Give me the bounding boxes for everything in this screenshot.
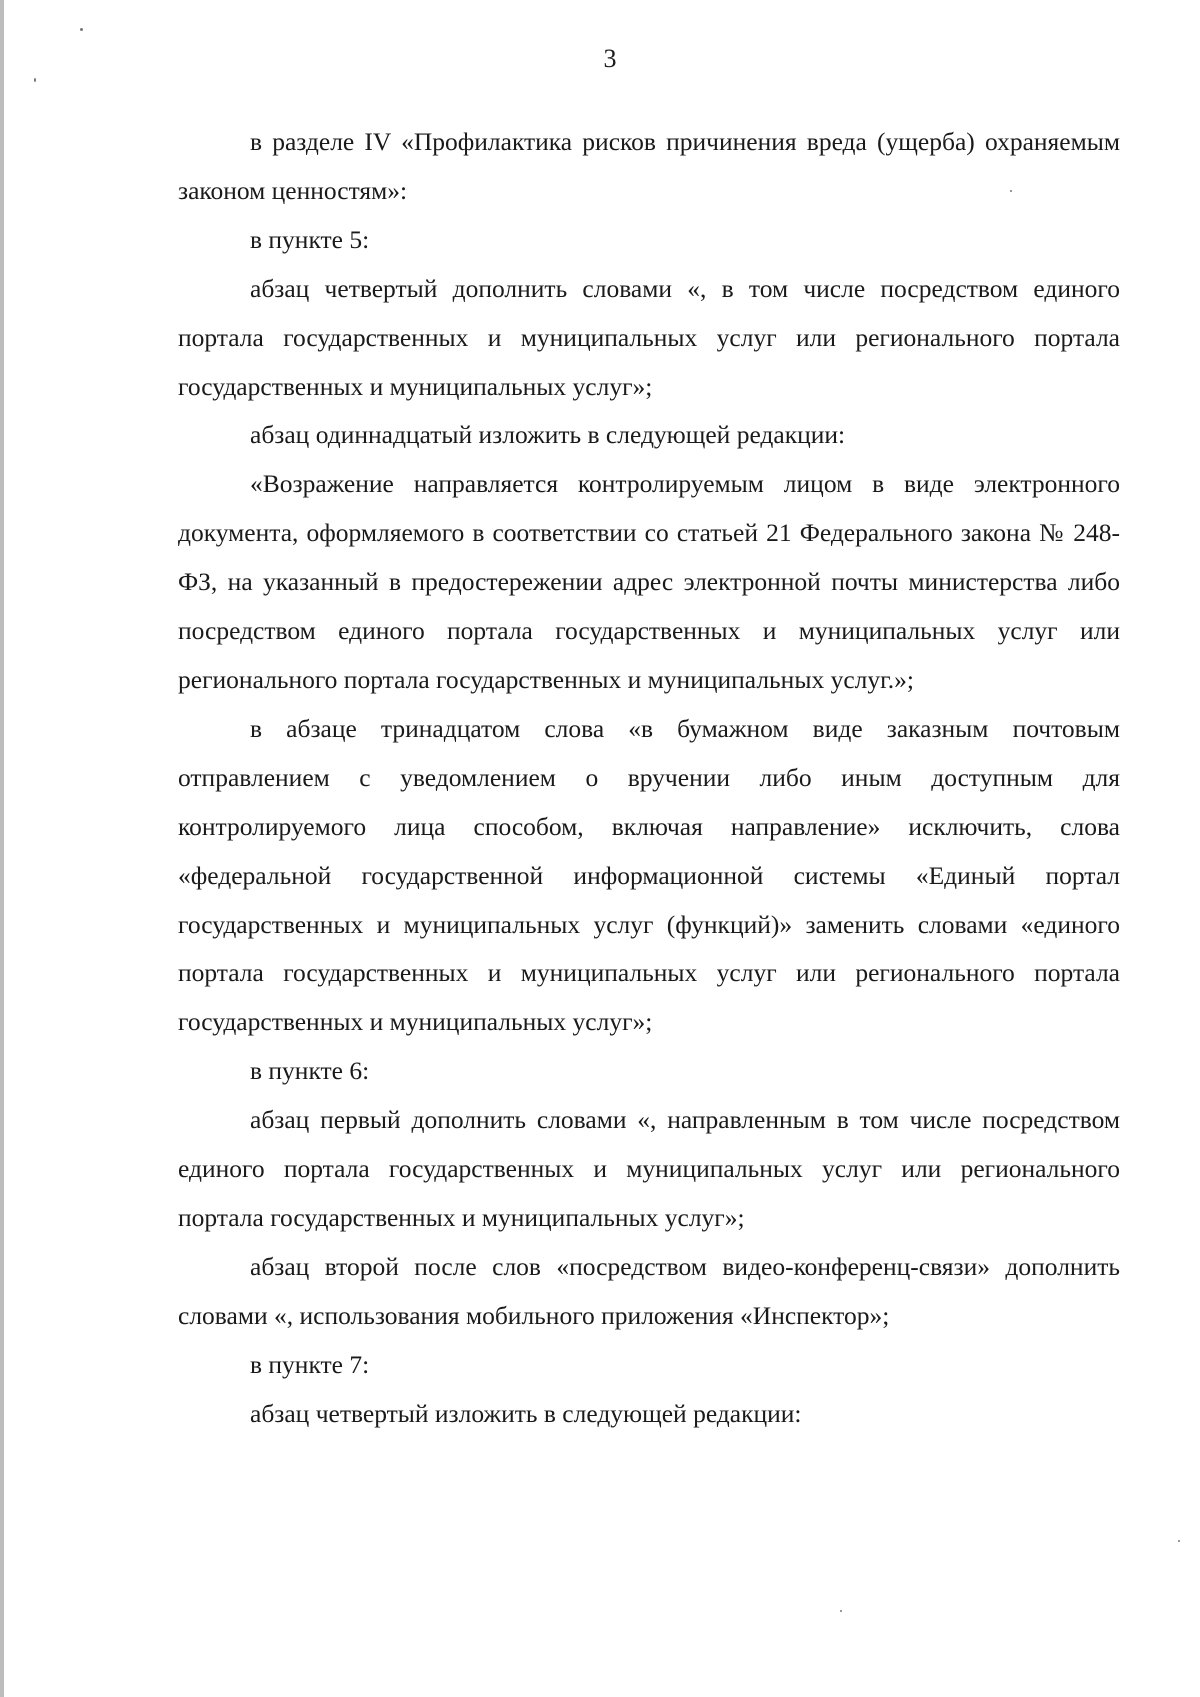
page-number: 3 [603, 44, 617, 73]
paragraph-fourth-abzac-addition: абзац четвертый дополнить словами «, в том числе посредством единого портала государственных и муниципальных услуг или регионального портала государственных и муниципальных услуг»; [178, 273, 1120, 401]
paragraph-first-abzac-addition: абзац первый дополнить словами «, направленным в том числе посредством единого портала государственных и муниципальных услуг или регионального портала государственных и муниципальных услуг»; [178, 1105, 1120, 1232]
scan-speck [80, 28, 83, 31]
paragraph-objection-text: «Возражение направляется контролируемым лицом в виде электронного документа, оформляемого в соответствии со статьей 21 Федерального закона № 248-ФЗ, на указанный в предостережении адрес электронной почты министерства либо посредством единого портала государственных и муниципальных услуг или регионального портала государственных и муниципальных услуг.»; [178, 469, 1120, 694]
paragraph-point-6: в пункте 6: [250, 1056, 370, 1086]
scan-speck [34, 78, 36, 82]
scan-speck [1178, 1540, 1180, 1542]
scan-speck [1010, 190, 1012, 192]
scan-speck [840, 1610, 842, 1612]
scan-left-edge [0, 0, 4, 1697]
paragraph-second-abzac-addition: абзац второй после слов «посредством видео-конференц-связи» дополнить словами «, использования мобильного приложения «Инспектор»; [178, 1251, 1120, 1330]
paragraph-eleventh-abzac: абзац одиннадцатый изложить в следующей редакции: [250, 420, 846, 450]
paragraph-thirteenth-abzac: в абзаце тринадцатом слова «в бумажном виде заказным почтовым отправлением с уведомлением о вручении либо иным доступным для контролируемого лица способом, включая направление» исключить, слова «федеральной государственной информационной системы «Единый портал государственных и муниципальных услуг (функций)» заменить словами «единого портала государственных и муниципальных услуг или регионального портала государственных и муниципальных услуг»; [178, 713, 1120, 1037]
paragraph-point-7: в пункте 7: [250, 1349, 370, 1379]
document-body [178, 118, 1120, 1438]
paragraph-section-iv: в разделе IV «Профилактика рисков причинения вреда (ущерба) охраняемым законом ценностям»: [178, 127, 1120, 205]
paragraph-fourth-abzac-new-edition: абзац четвертый изложить в следующей редакции: [250, 1398, 802, 1428]
paragraph-point-5: в пункте 5: [250, 224, 370, 254]
